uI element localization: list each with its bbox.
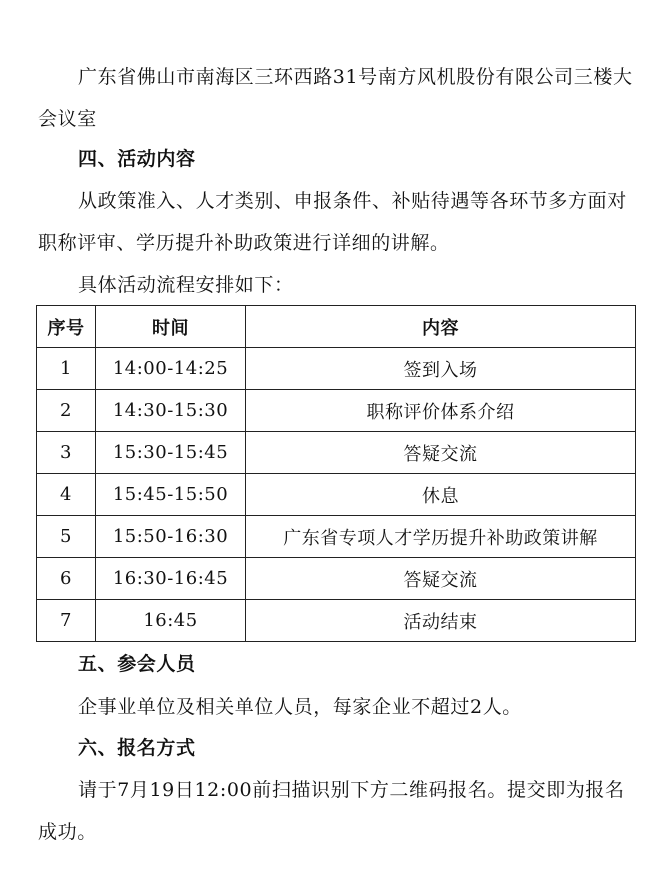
row-no: 2 (37, 390, 96, 432)
table-row (37, 600, 636, 642)
schedule-intro: 具体活动流程安排如下： (78, 274, 294, 296)
section6-body: 请于7月19日12:00前扫描识别下方二维码报名。提交即为报名成功。 (38, 779, 625, 843)
row-time: 14:00-14:25 (96, 348, 246, 390)
header-time: 时间 (96, 306, 246, 348)
row-no: 1 (37, 348, 96, 390)
header-content: 内容 (246, 306, 636, 348)
row-time: 15:30-15:45 (96, 432, 246, 474)
row-time: 16:30-16:45 (96, 558, 246, 600)
table-header-row (37, 306, 636, 348)
section4-heading: 四、活动内容 (78, 148, 196, 170)
row-no: 6 (37, 558, 96, 600)
row-no: 5 (37, 516, 96, 558)
section4-body: 从政策准入、人才类别、申报条件、补贴待遇等各环节多方面对职称评审、学历提升补助政策进行详细的讲解。 (38, 190, 627, 254)
row-time: 15:45-15:50 (96, 474, 246, 516)
table-row (37, 348, 636, 390)
row-content: 广东省专项人才学历提升补助政策讲解 (246, 516, 636, 558)
row-time: 14:30-15:30 (96, 390, 246, 432)
section5-heading: 五、参会人员 (78, 653, 196, 675)
schedule-table (36, 305, 636, 642)
row-no: 7 (37, 600, 96, 642)
row-content: 答疑交流 (246, 432, 636, 474)
row-time: 15:50-16:30 (96, 516, 246, 558)
row-content: 签到入场 (246, 348, 636, 390)
table-row (37, 432, 636, 474)
row-content: 休息 (246, 474, 636, 516)
row-content: 职称评价体系介绍 (246, 390, 636, 432)
section6-heading: 六、报名方式 (78, 737, 196, 759)
table-row (37, 516, 636, 558)
table-row (37, 474, 636, 516)
row-content: 活动结束 (246, 600, 636, 642)
header-no: 序号 (37, 306, 96, 348)
row-no: 4 (37, 474, 96, 516)
location-paragraph: 广东省佛山市南海区三环西路31号南方风机股份有限公司三楼大会议室 (38, 66, 633, 130)
table-row (37, 558, 636, 600)
row-no: 3 (37, 432, 96, 474)
row-content: 答疑交流 (246, 558, 636, 600)
row-time: 16:45 (96, 600, 246, 642)
table-row (37, 390, 636, 432)
section5-body: 企事业单位及相关单位人员，每家企业不超过2人。 (78, 696, 522, 718)
